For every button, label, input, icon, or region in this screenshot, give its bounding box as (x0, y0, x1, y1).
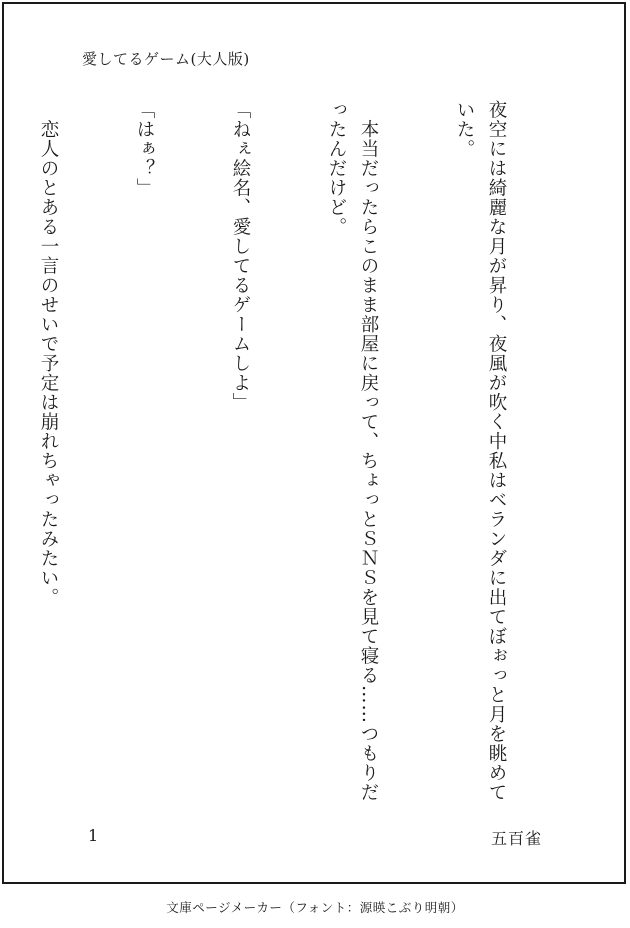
body-text (38, 100, 576, 820)
paragraph: 本当だったらこのまま部屋に戻って、ちょっとＳＮＳを見て寝る……つもりだったんだけど。 (326, 100, 379, 802)
author-name: 五百雀 (490, 829, 542, 848)
footer-credit: 文庫ページメーカー（フォント：源暎こぶり明朝） (166, 900, 464, 915)
paragraph: 恋人のとある一言のせいで予定は崩れちゃったみたい。 (38, 100, 59, 607)
paragraph: 夜空には綺麗な月が昇り、夜風が吹く中私はベランダに出てぼぉっと月を眺めていた。 (454, 100, 507, 802)
paragraph: 「ねぇ絵名、愛してるゲームしよ」 (230, 100, 251, 412)
page-frame (2, 2, 626, 884)
paragraph: 「はぁ？」 (134, 100, 155, 198)
book-title: 愛してるゲーム(大人版) (82, 50, 250, 68)
page-number: 1 (88, 826, 99, 845)
